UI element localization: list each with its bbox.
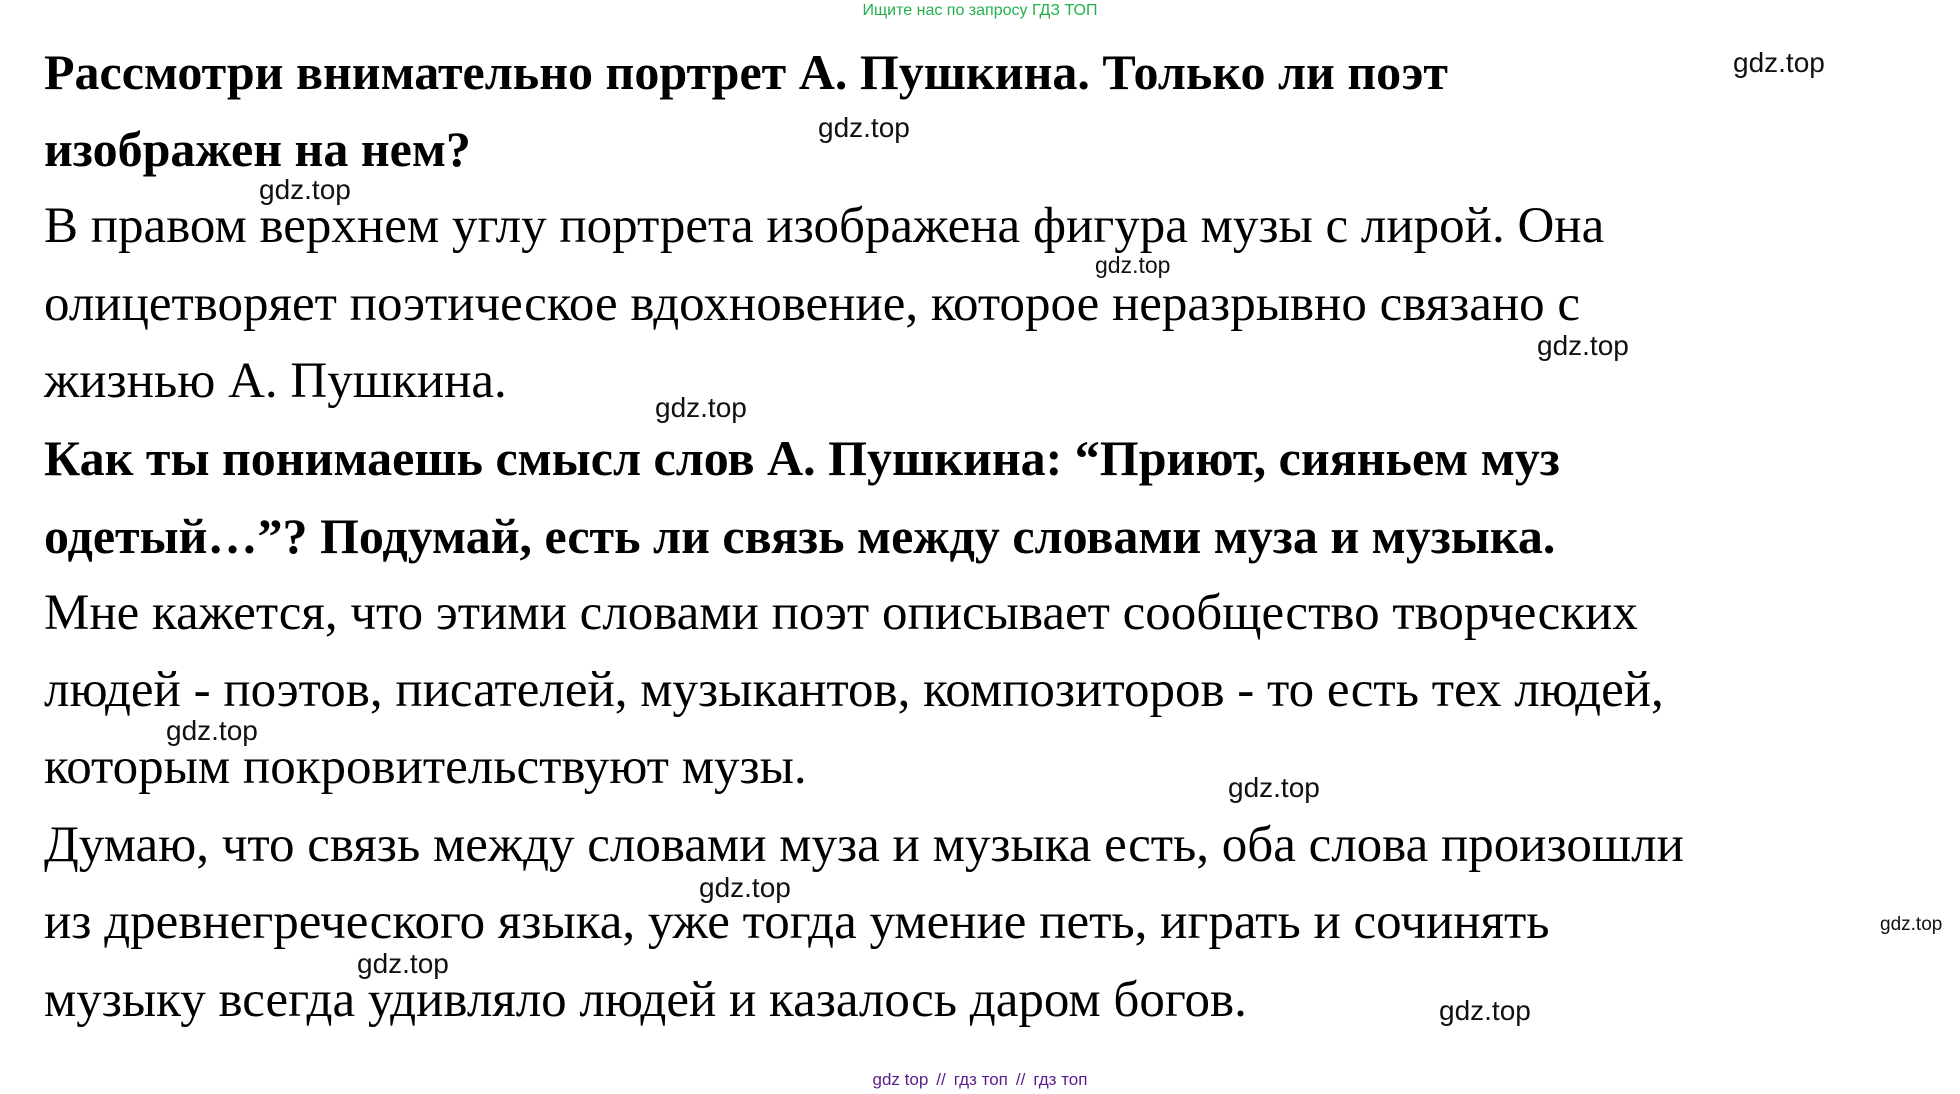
answer-3-line-1: Думаю, что связь между словами муза и музыка есть, оба слова произошли xyxy=(44,817,1684,873)
answer-1-line-3: жизнью А. Пушкина. xyxy=(44,353,507,409)
answer-1-line-1: В правом верхнем углу портрета изображена фигура музы с лирой. Она xyxy=(44,198,1605,254)
watermark: gdz.top xyxy=(699,872,791,903)
top-banner[interactable]: Ищите нас по запросу ГДЗ ТОП xyxy=(862,2,1098,19)
watermark: gdz.top xyxy=(1439,995,1531,1026)
question-2-line-1: Как ты понимаешь смысл слов А. Пушкина: “Приют, сияньем муз xyxy=(44,430,1560,486)
watermark: gdz.top xyxy=(1228,772,1320,803)
footer-separator: // xyxy=(936,1070,946,1089)
answer-2-line-3: которым покровительствуют музы. xyxy=(44,739,807,795)
watermark: gdz.top xyxy=(357,948,449,979)
watermark: gdz.top xyxy=(1880,914,1943,935)
question-2-line-2: одетый…”? Подумай, есть ли связь между словами муза и музыка. xyxy=(44,508,1556,564)
answer-2-line-2: людей - поэтов, писателей, музыкантов, композиторов - то есть тех людей, xyxy=(44,662,1664,718)
footer-separator: // xyxy=(1015,1070,1026,1089)
answer-1-line-2: олицетворяет поэтическое вдохновение, которое неразрывно связано с xyxy=(44,276,1581,332)
answer-3-line-3: музыку всегда удивляло людей и казалось даром богов. xyxy=(44,972,1247,1028)
question-1-line-1: Рассмотри внимательно портрет А. Пушкина. Только ли поэт xyxy=(44,44,1448,100)
footer-link-gdz-top[interactable]: gdz top xyxy=(872,1070,929,1089)
question-1-line-2: изображен на нем? xyxy=(44,121,471,177)
watermark: gdz.top xyxy=(1733,47,1825,78)
footer-links xyxy=(0,1070,1960,1090)
footer-link-gdz-top-ru[interactable]: гдз топ xyxy=(953,1070,1008,1089)
watermark: gdz.top xyxy=(818,112,910,143)
watermark: gdz.top xyxy=(1537,330,1629,361)
answer-2-line-1: Мне кажется, что этими словами поэт описывает сообщество творческих xyxy=(44,585,1638,641)
watermark: gdz.top xyxy=(259,174,351,205)
answer-3-line-2: из древнегреческого языка, уже тогда умение петь, играть и сочинять xyxy=(44,894,1550,950)
footer-link-gdz-top-ru-2[interactable]: гдз топ xyxy=(1033,1070,1088,1089)
watermark: gdz.top xyxy=(166,715,258,746)
watermark: gdz.top xyxy=(1095,252,1171,278)
watermark: gdz.top xyxy=(655,392,747,423)
